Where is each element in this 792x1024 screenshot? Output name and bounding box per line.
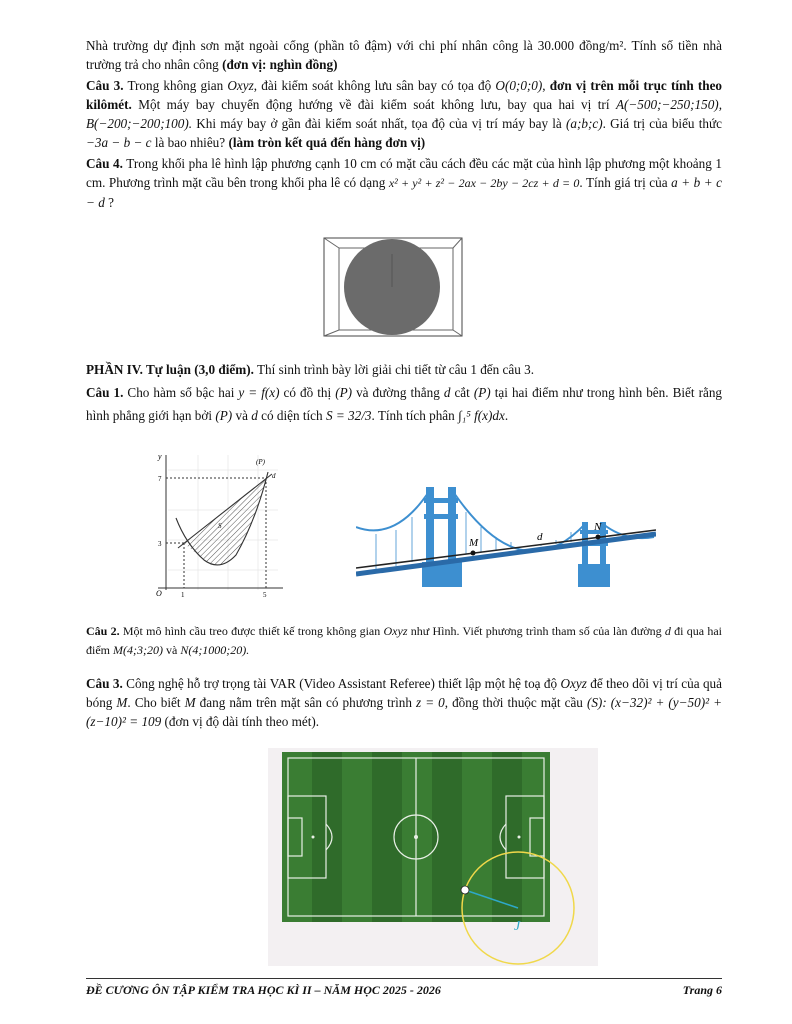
lane-d bbox=[356, 530, 656, 568]
text: như Hình. Viết phương trình tham số của làn đường bbox=[407, 624, 665, 638]
math: d bbox=[664, 624, 671, 638]
football-pitch-figure bbox=[268, 748, 598, 966]
text: và bbox=[162, 643, 181, 657]
question-label: Câu 3. bbox=[86, 676, 123, 691]
point-n bbox=[596, 535, 601, 540]
x-tick-1: 1 bbox=[181, 591, 185, 599]
math: Oxyz bbox=[560, 676, 587, 691]
part-4-title: PHẦN IV. Tự luận (3,0 điểm). bbox=[86, 362, 254, 377]
text: đi qua hai điểm bbox=[86, 624, 722, 657]
math: M bbox=[116, 695, 128, 710]
part-4-question-2-block bbox=[86, 622, 722, 733]
region-label: S bbox=[218, 522, 222, 530]
intro-line1: Nhà trường dự định sơn mặt ngoài cổng (phần tô đậm) với chi phí nhân công là 30.000 đồng/m². Tính số tiền bbox=[86, 38, 698, 53]
text: có diện tích bbox=[257, 408, 326, 423]
footer-title: ĐỀ CƯƠNG ÔN TẬP KIỂM TRA HỌC KÌ II – NĂM HỌC 2025 - 2026 bbox=[86, 983, 441, 997]
math: d bbox=[443, 385, 451, 400]
line-label: d bbox=[272, 472, 276, 480]
intro-paragraph bbox=[86, 36, 722, 74]
part-4-section bbox=[86, 360, 722, 429]
axis-label-y: y bbox=[158, 452, 162, 461]
question-3-part3 bbox=[86, 76, 722, 152]
math: A(−500;−250;150), B(−200;−200;100). bbox=[86, 97, 722, 131]
curve-label: (P) bbox=[256, 458, 265, 466]
text: ? bbox=[104, 195, 114, 210]
text: và bbox=[232, 408, 252, 423]
math: ∫₁⁵ f(x)dx bbox=[458, 408, 505, 423]
math: z = 0 bbox=[416, 695, 445, 710]
math: (S): (x−32)² + (y−50)² + (z−10)² = 109 bbox=[86, 695, 723, 729]
text: Khi máy bay ở gần đài kiểm soát nhất, tọa độ của vị trí máy bay là bbox=[192, 116, 566, 131]
crystal-cube-figure bbox=[318, 232, 468, 342]
x-tick-5: 5 bbox=[263, 591, 267, 599]
parabola-graph bbox=[148, 450, 288, 600]
intro-unit: (đơn vị: nghìn đồng) bbox=[222, 57, 338, 72]
part-4-question-2 bbox=[86, 622, 722, 660]
math: Oxyz bbox=[383, 624, 408, 638]
page-footer bbox=[86, 978, 722, 998]
text: . Tính tích phân bbox=[371, 408, 459, 423]
math: (a;b;c) bbox=[566, 116, 603, 131]
part-4-question-3 bbox=[86, 674, 722, 731]
text: đang nằm trên mặt sân có phương trình bbox=[195, 695, 417, 710]
question-4 bbox=[86, 154, 722, 212]
math: y = f(x) bbox=[238, 385, 280, 400]
text: Một máy bay chuyển động hướng về đài kiểm soát không lưu, bay qua hai vị trí bbox=[131, 97, 616, 112]
text: Trong khối pha lê hình lập phương cạnh 10 cm có mặt cầu cách đều các mặt của hình lập phương một khoảng 1 cm. Phương trình mặt cầu bên trong khối pha lê có dạng bbox=[86, 156, 723, 190]
math: −3a − b − c bbox=[86, 135, 152, 150]
text: tại hai điểm như trong hình bên. Biết rằng hình phẳng giới hạn bởi bbox=[86, 385, 723, 423]
emphasis: (làm tròn kết quả đến hàng đơn vị) bbox=[228, 135, 426, 150]
text: để theo dõi vị trí của quả bóng bbox=[86, 676, 722, 710]
text: Cho hàm số bậc hai bbox=[123, 385, 239, 400]
math: N(4;1000;20). bbox=[180, 643, 250, 657]
label-n: N bbox=[594, 521, 602, 533]
text: . Giá trị của biểu thức bbox=[602, 116, 722, 131]
label-m: M bbox=[469, 537, 479, 549]
text: (đơn vị độ dài tính theo mét). bbox=[161, 714, 320, 729]
text: là bao nhiêu? bbox=[151, 135, 229, 150]
text: và đường thẳng bbox=[352, 385, 444, 400]
question-label: Câu 3. bbox=[86, 78, 124, 93]
emphasis: đơn vị trên mỗi trục tính theo kilômét. bbox=[86, 78, 723, 112]
part-4-desc: Thí sinh trình bày lời giải chi tiết từ câu 1 đến câu 3. bbox=[253, 362, 535, 377]
question-label: Câu 4. bbox=[86, 156, 123, 171]
text: , đài kiểm soát không lưu sân bay có tọa độ bbox=[253, 78, 496, 93]
math: Oxyz bbox=[227, 78, 254, 93]
text: , đồng thời thuộc mặt cầu bbox=[444, 695, 587, 710]
math: x² + y² + z² − 2ax − 2by − 2cz + d = 0 bbox=[388, 176, 580, 190]
point-m bbox=[471, 551, 476, 556]
math: (P) bbox=[473, 385, 491, 400]
math: (P) bbox=[215, 408, 233, 423]
math: S = 32/3 bbox=[325, 408, 372, 423]
text: . bbox=[504, 408, 509, 423]
math: a + b + c − d bbox=[86, 175, 723, 210]
page-content bbox=[86, 36, 722, 214]
label-j: J bbox=[514, 919, 521, 934]
question-label: Câu 2. bbox=[86, 624, 120, 638]
text: , bbox=[542, 78, 550, 93]
math: M bbox=[184, 695, 196, 710]
math: M(4;3;20) bbox=[113, 643, 163, 657]
question-label: Câu 1. bbox=[86, 385, 124, 400]
text: Công nghệ hỗ trợ trọng tài VAR (Video Assistant Referee) thiết lập một hệ toạ độ bbox=[122, 676, 561, 691]
suspension-bridge-figure bbox=[356, 482, 656, 592]
intro-line2: nhà trường trả cho nhân công bbox=[86, 38, 722, 72]
text: cắt bbox=[450, 385, 474, 400]
part-4-question-1 bbox=[86, 381, 722, 427]
text: . Cho biết bbox=[127, 695, 185, 710]
math: O(0;0;0) bbox=[495, 78, 543, 93]
math: (P) bbox=[335, 385, 353, 400]
label-d: d bbox=[537, 531, 543, 543]
text: Một mô hình cầu treo được thiết kế trong không gian bbox=[119, 624, 384, 638]
ball-m bbox=[461, 886, 469, 894]
math: d bbox=[251, 408, 258, 423]
page-number: Trang 6 bbox=[682, 983, 722, 997]
text: . Tính giá trị của bbox=[579, 175, 672, 190]
text: Trong không gian bbox=[123, 78, 228, 93]
y-tick-7: 7 bbox=[158, 475, 162, 483]
part-4-header bbox=[86, 360, 722, 379]
y-tick-3: 3 bbox=[158, 540, 162, 548]
text: có đồ thị bbox=[279, 385, 336, 400]
origin-label: O bbox=[156, 589, 162, 598]
